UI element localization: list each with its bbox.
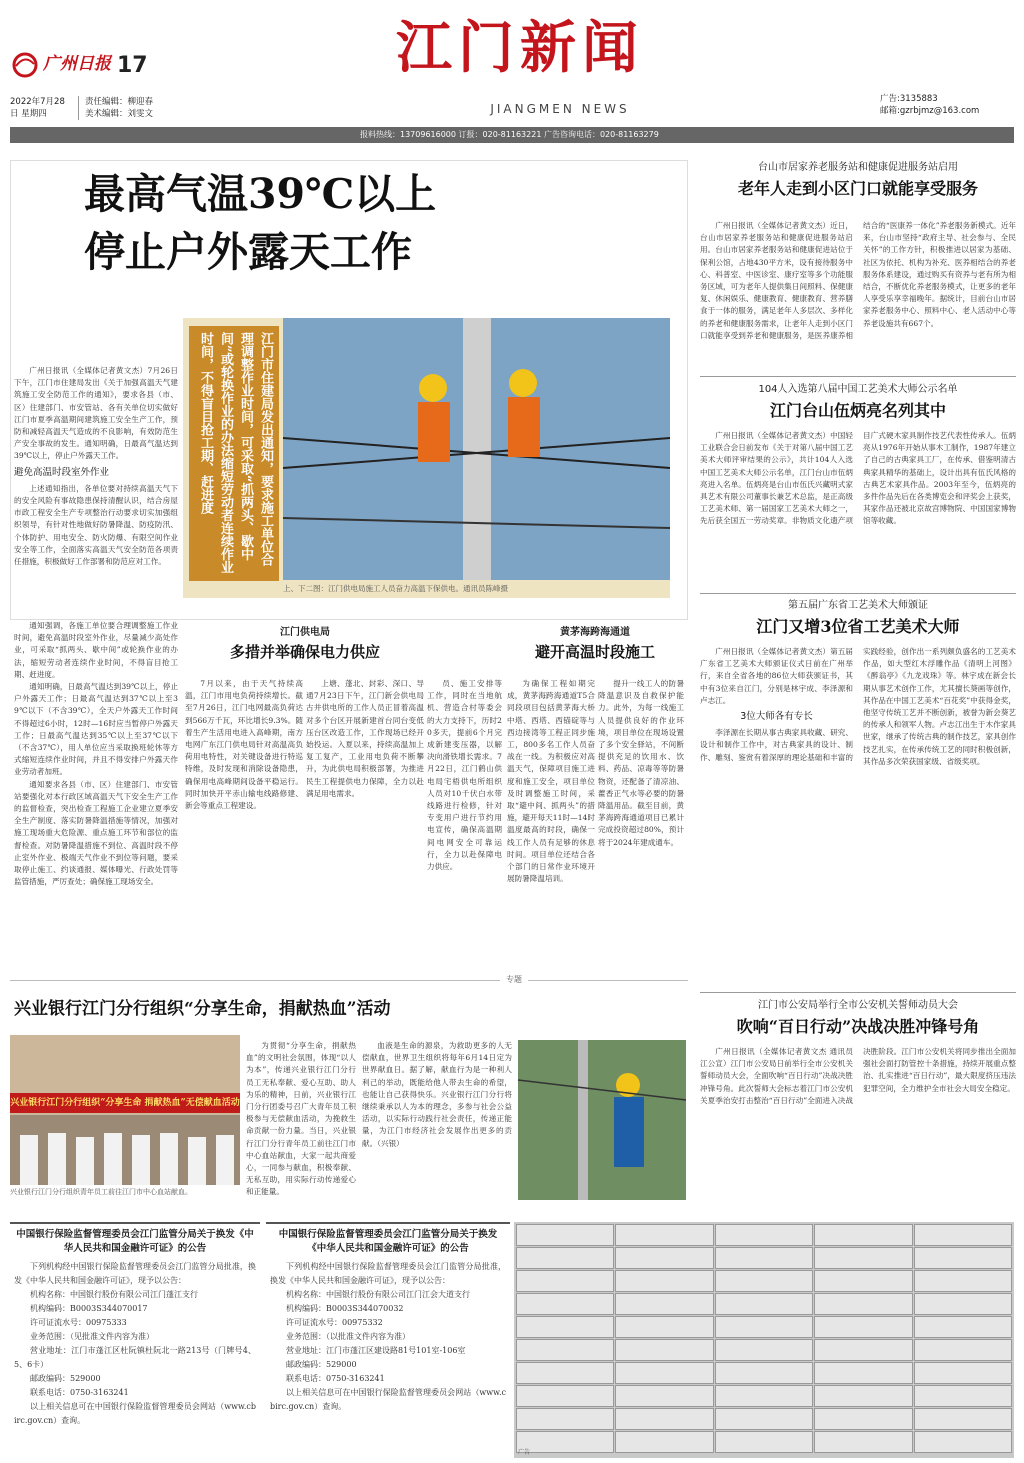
police-body bbox=[700, 1046, 1016, 1196]
special-text-2: 血液是生命的源泉，为救助更多的人无偿献血，世界卫生组织将每年6月14日定为世界献血日。据了解，献血行为是一种利人利己的举动，既能给他人带去生命的希望，也能让自己获得快乐。兴业银行江门分行将继续秉承以人为本的理念，多参与社会公益活动，以实际行动践行社会责任，传递正能量，为江门市经济社会发展作出更多的贡献。（兴银） bbox=[362, 1041, 512, 1148]
classified-ad-cell bbox=[516, 1339, 614, 1361]
elder-text: 广州日报讯（全媒体记者黄文杰）近日，台山市居家养老服务站和健康促进服务站启用。台山市居家养老服务站和健康促进站位于保利公馆，占地430平方米，设有接待服务中心、科普室、中医诊室、康疗室等多个功能服务区域，可为老年人提供集日间照料、保健康复、休闲娱乐、健康教育、健康教育、营养膳食于一体的服务，满足老年人多层次、多样化的养老和健康服务需求，让老年人走到小区门口就能享受到养老和健康服务，是医养康养相结合的“医康养一体化”养老服务新模式。近年来，台山市坚持“政府主导、社会参与、全民关怀”的工作方针，积极推进以居家为基础、社区为依托、机构为补充、医养相结合的养老服务体系建设，通过购买有资养与老有所为相结合，不断优化养老服务模式，让更多的老年人享受乐享幸福晚年。据统计，目前台山市居家养老服务中心、照料中心、老人活动中心等养老设施共有667个。 bbox=[700, 221, 1016, 340]
lineworker-photo bbox=[518, 1040, 686, 1200]
classified-ad-cell bbox=[715, 1224, 813, 1246]
classified-ad-cell bbox=[615, 1408, 713, 1430]
police-header bbox=[700, 998, 1016, 1041]
classified-ad-cell bbox=[814, 1316, 912, 1338]
classified-ad-cell bbox=[715, 1293, 813, 1315]
classified-ad-cell bbox=[715, 1270, 813, 1292]
ad-label: 广告 bbox=[518, 1449, 531, 1456]
contact-info bbox=[880, 93, 1020, 117]
photo-caption: 上、下二图：江门供电局施工人员奋力高温下保供电。通讯员陈峰摄 bbox=[283, 584, 508, 593]
classified-ad-cell bbox=[814, 1224, 912, 1246]
classified-ad-cell bbox=[615, 1270, 713, 1292]
power-col-2 bbox=[306, 678, 424, 960]
classified-ad-cell bbox=[516, 1270, 614, 1292]
classified-ad-cell bbox=[914, 1247, 1012, 1269]
classified-ad-cell bbox=[914, 1270, 1012, 1292]
classified-ad-cell bbox=[814, 1339, 912, 1361]
special-caption: 兴业银行江门分行组织青年员工前往江门市中心血站献血。 bbox=[10, 1187, 240, 1198]
email: 邮箱:gzrbjmz@163.com bbox=[880, 106, 980, 116]
highway-text-2: 提升一线工人的防暑降温意识及自救保护能力。此外，为每一线施工人员提供良好的作业环境，项目单位在现场设置了多个安全驿站，不间断提供充足的饮用水、饮料、药品、凉毒等等防暑物资，还配备了清凉油、藿香正气水等必要的防暑降温用品。截至目前，黄茅海跨海通道项目已累计完成投资超过80%，预计将于2024年建成通车。 bbox=[598, 679, 684, 847]
special-photo bbox=[10, 1035, 240, 1196]
classified-ad-cell bbox=[516, 1247, 614, 1269]
craft-text: 广州日报讯（全媒体记者黄文杰）中国轻工业联合会日前发布《关于对第八届中国工艺美术大师评审结果的公示》，共计104人入选中国工艺美术大师公示名单，江门台山市伍炳亮进入名单。伍炳亮是台山市伍氏兴藏明式家具艺术有限公司董事长兼艺术总监，是正高级工艺美术师、第一届国家工艺美术大师之一，先后获全国五一劳动奖章。非物质文化遗产项目广式硬木家具制作技艺代表性传承人。伍炳亮从1976年开始从事木工制作，1987年建立了自己的古典家具工厂，在传承、借鉴明清古典家具精华的基础上，设计出具有伍氏风格的古典艺术家具作品。2003年至今，伍炳亮的多件作品先后在各类博览会和评奖会上获奖，其家作品还被北京故宫博物院、中国国家博物馆等收藏。 bbox=[700, 431, 1016, 526]
lead-headline bbox=[84, 165, 674, 281]
classified-ad-cell bbox=[914, 1224, 1012, 1246]
classified-ad-cell bbox=[914, 1385, 1012, 1407]
police-kicker: 江门市公安局举行全市公安机关誓师动员大会 bbox=[758, 1000, 958, 1011]
guangdong-body bbox=[700, 646, 1016, 986]
guangdong-header bbox=[700, 598, 1016, 641]
page-number: 17 bbox=[117, 52, 148, 78]
special-title: 兴业银行江门分行组织“分享生命，捐献热血”活动 bbox=[14, 999, 391, 1019]
notice-1-code: 机构编码：B0003S344070017 bbox=[30, 1304, 148, 1313]
power-kicker: 江门供电局 bbox=[280, 627, 330, 638]
classified-ad-cell bbox=[715, 1408, 813, 1430]
classified-ad-cell bbox=[615, 1385, 713, 1407]
special-photo-2 bbox=[518, 1040, 686, 1200]
classified-ad-cell bbox=[914, 1339, 1012, 1361]
ad-phone: 广告:3135883 bbox=[880, 94, 938, 104]
power-header bbox=[185, 625, 425, 664]
lead-body-3: 通知明确，日最高气温达到39℃以上，停止户外露天工作；日最高气温达到37℃以上至39℃以下（不含39℃），全天户外露天工作时间不得超过6小时，12时—16时应当暂停户外露天工作；日最高气温达到35℃以上至37℃以下（不含37℃），用人单位应当采取换班轮休等方式缩短连续作业时间，并且不得安排户外露天作业劳动者加班。 bbox=[14, 682, 178, 777]
special-col-2 bbox=[362, 1040, 512, 1205]
classified-ad-cell bbox=[615, 1431, 713, 1453]
special-tag bbox=[10, 974, 688, 986]
electric-pole-photo bbox=[283, 318, 670, 580]
craft-title: 江门台山伍炳亮名列其中 bbox=[769, 401, 946, 420]
highway-kicker: 黄茅海跨海通道 bbox=[560, 627, 630, 638]
guangdong-title: 江门又增3位省工艺美术大师 bbox=[756, 617, 960, 636]
power-col-1 bbox=[185, 678, 303, 960]
classified-ad-cell bbox=[814, 1385, 912, 1407]
photo-overlay-text: 江门市住建局发出通知，要求施工单位合理调整作业时间，可采取“抓两头、歇中间”或轮换作业的办法缩短劳动者连续作业时间，不得盲目抢工期、赶进度 bbox=[189, 326, 279, 581]
classified-ad-cell bbox=[814, 1362, 912, 1384]
paper-name: 广州日报 bbox=[43, 54, 111, 75]
classified-ad-cell bbox=[814, 1293, 912, 1315]
classified-ad-cell bbox=[615, 1339, 713, 1361]
classified-ad-cell bbox=[715, 1316, 813, 1338]
banner: 兴业银行江门分行组织“分享生命 捐献热血”无偿献血活动 bbox=[10, 1093, 240, 1113]
classified-ad-cell bbox=[715, 1431, 813, 1453]
classified-ad-cell bbox=[615, 1224, 713, 1246]
special-tag-label: 专题 bbox=[506, 975, 522, 984]
notice-2-address: 营业地址：江门市蓬江区建设路81号101室-106室 bbox=[286, 1346, 466, 1355]
classified-ad-cell bbox=[814, 1408, 912, 1430]
power-text-2: 上塘、蓬北、封彩、深口、导通7月23日下午，江门新会供电局古井供电所的工作人员正冒着高温对多个台区开展新建首台同台变低压台区改造工作，工作现场已经开始投运。入夏以来，持续高温加上复工复产，工业用电负荷不断攀升，为此供电局积极部署，为推进民生工程提供电力保障，全力以赴满足用电需求。 bbox=[306, 679, 424, 798]
elder-body bbox=[700, 220, 1016, 370]
editor: 责任编辑：柳迎春 bbox=[85, 97, 154, 107]
classified-ad-cell bbox=[516, 1293, 614, 1315]
classified-ad-cell bbox=[516, 1316, 614, 1338]
section-subtitle: JIANGMEN NEWS bbox=[490, 102, 630, 116]
lead-body bbox=[14, 365, 178, 615]
classified-ad-cell bbox=[814, 1270, 912, 1292]
guangdong-subhead: 3位大师各有专长 bbox=[740, 711, 813, 723]
logo-swirl-icon bbox=[10, 52, 40, 78]
highway-title: 避开高温时段施工 bbox=[534, 643, 655, 661]
classified-ad-cell bbox=[516, 1362, 614, 1384]
highway-header bbox=[505, 625, 685, 664]
section-title: 江门新闻 bbox=[396, 15, 644, 81]
power-title: 多措并举确保电力供应 bbox=[229, 643, 380, 661]
lead-photo bbox=[183, 318, 670, 598]
elder-kicker: 台山市居家养老服务站和健康促进服务站启用 bbox=[758, 162, 958, 173]
lead-body-continued bbox=[14, 620, 178, 940]
craft-body bbox=[700, 430, 1016, 588]
craft-header bbox=[700, 382, 1016, 425]
classified-ad-cell bbox=[914, 1316, 1012, 1338]
notice-1-body: 下列机构经中国银行保险监督管理委员会江门监管分局批准，换发《中华人民共和国金融许可证》，现予以公告： bbox=[14, 1262, 256, 1285]
classified-ad-cell bbox=[715, 1339, 813, 1361]
notice-1-scope: 业务范围：（见批准文件内容为准） bbox=[30, 1332, 154, 1341]
power-col-3 bbox=[427, 678, 502, 960]
notice-2-body: 下列机构经中国银行保险监督管理委员会江门监管分局批准，换发《中华人民共和国金融许可证》，现予以公告： bbox=[270, 1262, 506, 1285]
notice-2-org: 机构名称：中国银行股份有限公司江门江会大道支行 bbox=[286, 1290, 470, 1299]
classified-ad-cell bbox=[715, 1247, 813, 1269]
special-text-1: 为贯彻“分享生命，捐献热血”的文明社会氛围，体现“以人为本”，传递兴业银行江门分行员工无私奉献、爱心互助、助人为乐的精神，日前，兴业银行江门分行团委号召广大青年员工积极参与无偿献血活动，为挽救生命贡献一份力量。当日，兴业银行江门分行青年员工前往江门市中心血站献血，大家一起共商爱心，一同参与献血，积极奉献、无私互助，用实际行动传递爱心和正能量。 bbox=[246, 1041, 356, 1197]
elder-header bbox=[700, 160, 1016, 203]
guangdong-text-2: 李泽源在长期从事古典家具收藏、研究、设计和制作工作中，对古典家具的设计、制作、雕刻、鉴赏有着深厚的理论基础和丰富的实践经验，创作出一系列颇负盛名的工艺美术作品，如大型红木浮雕作品《清明上河图》《醉翁亭》《九龙戏珠》等。林宇成在新会长期从事艺术创作工作，尤其擅长葵画等创作，其作品在中国工艺美术“百花奖”中获得金奖，他坚守传统工艺并不断创新，被誉为新会葵艺的传承人和领军人物。卢志江出生于木作家具世家，继承了传统古典的制作技艺，家具创作技艺扎实，在传承传统工艺的同时积极创新，其作品多次荣获国家级、省级奖项。 bbox=[700, 647, 1016, 766]
notice-1-title: 中国银行保险监督管理委员会江门监管分局关于换发《中华人民共和国金融许可证》的公告 bbox=[16, 1229, 254, 1254]
notice-1-license: 许可证流水号：00975333 bbox=[30, 1318, 127, 1327]
classified-ad-cell bbox=[516, 1385, 614, 1407]
newspaper-logo bbox=[10, 50, 180, 80]
notice-1-phone: 联系电话：0750-3163241 bbox=[30, 1388, 129, 1397]
highway-col-1 bbox=[507, 678, 595, 960]
special-col-1 bbox=[246, 1040, 356, 1205]
group-people-image bbox=[10, 1115, 240, 1185]
classified-ad-cell bbox=[914, 1431, 1012, 1453]
hotline-bar: 报料热线：13709616000 订报：020-81163221 广告咨询电话：020-81163279 bbox=[10, 127, 1014, 143]
elder-title: 老年人走到小区门口就能享受服务 bbox=[737, 179, 978, 198]
police-text: 广州日报讯（全媒体记者黄文杰 通讯员江公宣）江门市公安局日前举行全市公安机关誓师动员大会，全面吹响“百日行动”决战决胜冲锋号角。此次誓师大会标志着江门市公安机关夏季治安打击整治“百日行动”全面进入决战决胜阶段。江门市公安机关将同步推出全面加强社会面打防管控十条措施，持续开展重点整治、扎实推进“百日行动”，最大限度挤压违法犯罪空间，全力维护全市社会大局安全稳定。 bbox=[700, 1047, 1016, 1105]
headline-line-1: 最高气温39℃以上 bbox=[84, 170, 437, 218]
notice-2 bbox=[266, 1222, 510, 1460]
notice-2-zip: 邮政编码：529000 bbox=[286, 1360, 357, 1369]
notice-1 bbox=[10, 1222, 260, 1460]
lead-subhead-1: 避免高温时段室外作业 bbox=[14, 466, 110, 478]
classified-ad-cell bbox=[516, 1431, 614, 1453]
classified-ad-cell bbox=[715, 1362, 813, 1384]
notice-2-footer: 以上相关信息可在中国银行保险监督管理委员会网站（www.cbirc.gov.cn）查询。 bbox=[270, 1388, 506, 1411]
lead-body-4: 通知要求各县（市、区）住建部门、市安管站要强化对本行政区域高温天气下安全生产工作的监督检查，突出检查工程施工企业建立夏季安全生产制度、落实防暑降温措施等情况，加强对施工现场重大危险源、重点施工环节和部位的监督检查。对防暑降温措施不到位、高温时段不停止室外作业、极端天气作业不到位等问题，要采取停止施工、约谈通报、媒体曝光、行政处罚等监管措施，严厉查处；确保施工现场安全。 bbox=[14, 779, 178, 887]
classified-ad-cell bbox=[615, 1362, 713, 1384]
art-editor: 美术编辑：刘雯文 bbox=[85, 109, 154, 119]
classified-ad-cell bbox=[615, 1293, 713, 1315]
notice-2-code: 机构编码：B0003S344070032 bbox=[286, 1304, 404, 1313]
lead-body-1: 上述通知指出，各单位要对持续高温天气下的安全风险有事故隐患保持清醒认识，结合房屋市政工程安全生产专项整治行动要求切实加强组织领导，有针对性地做好防暑降温、防疫防汛、个体防护、用电安全、防火防爆、有限空间作业安全等工作，全面落实高温天气安全防范各项责任措施，积极做好工作部署和防范应对工作。 bbox=[14, 483, 178, 567]
power-text-1: 7月以来，由于天气持续高温，江门市用电负荷持续增长。截至7月26日，江门电网最高负荷达到566万千瓦，环比增长9.3%。随着生产生活用电进入高峰期，南方电网广东江门供电局针对高温高负荷用电特性，对关键设备进行特巡特维，及时发现和消除设备隐患，确保用电高峰期间设备平稳运行。同时加快开平赤山输电线路修建、新会等重点工程建设。 bbox=[185, 679, 303, 811]
classified-ad-cell bbox=[715, 1385, 813, 1407]
classified-ad-cell bbox=[615, 1316, 713, 1338]
issue-date: 2022年7月28日 星期四 bbox=[10, 97, 65, 119]
notice-1-footer: 以上相关信息可在中国银行保险监督管理委员会网站（www.cbirc.gov.cn）查询。 bbox=[14, 1402, 256, 1425]
notice-2-scope: 业务范围：（以批准文件内容为准） bbox=[286, 1332, 410, 1341]
notice-2-license: 许可证流水号：00975332 bbox=[286, 1318, 383, 1327]
notice-2-title: 中国银行保险监督管理委员会江门监管分局关于换发《中华人民共和国金融许可证》的公告 bbox=[278, 1229, 498, 1254]
lead-body-2: 通知强调，各施工单位要合理调整施工作业时间，避免高温时段室外作业，尽量减少高处作业，可采取“抓两头、歇中间”或轮换作业的办法，缩短劳动者连续作业时间，不得盲目抢工期、赶进度。 bbox=[14, 621, 178, 679]
classified-ad-cell bbox=[914, 1362, 1012, 1384]
classified-ad-cell bbox=[814, 1431, 912, 1453]
highway-col-2 bbox=[598, 678, 684, 960]
classified-ad-cell bbox=[914, 1408, 1012, 1430]
guangdong-text-1: 广州日报讯（全媒体记者黄文杰）第五届广东省工艺美术大师颁证仪式日前在广州举行，来自全省各地的86位大师获颁证书，其中有3位来自江门，分别是林宇成、李泽源和卢志江。 bbox=[700, 647, 853, 705]
classified-ad-cell bbox=[516, 1408, 614, 1430]
craft-kicker: 104人入选第八届中国工艺美术大师公示名单 bbox=[758, 384, 958, 395]
masthead-meta bbox=[10, 96, 300, 120]
highway-text-1: 为确保工程如期完成，黄茅海跨海通道T5合同段项目包括黄茅海大桥中塔、西塔、西锚碇等与西边接湾等工程正同步施工，800多名工作人员奋战在一线。为积极应对高温天气，保障项目施工进度和施工安全，项目单位及时调整施工时间，采取“避中间、抓两头”的措施，避开每天11时—14时温度最高的时段，确保一线工作人员有足够的休息时间。项目单位还结合各个部门的日常作业环境开展防暑降温培训。 bbox=[507, 679, 595, 884]
classified-ad-cell bbox=[914, 1293, 1012, 1315]
classified-ads bbox=[514, 1222, 1014, 1458]
headline-line-2: 停止户外露天工作 bbox=[84, 228, 412, 276]
notice-1-org: 机构名称：中国银行股份有限公司江门蓬江支行 bbox=[30, 1290, 198, 1299]
classified-ad-cell bbox=[615, 1247, 713, 1269]
guangdong-kicker: 第五届广东省工艺美术大师颁证 bbox=[788, 600, 928, 611]
power-text-3: 员、施工安排等工作，同时在当地航机、营造合村等委会的大力支持下，历时20多天，提前6个月完成新建变压器，以解决向滑铁增长需求。7月22日，江门鹤山供电局宅梧供电所组织人员对10千伏白水带线路进行检修，针对专变用户进行节约用电宣传，确保高温期间电网安全可靠运行，全力以赴保障电力供应。 bbox=[427, 679, 502, 872]
notice-2-phone: 联系电话：0750-3163241 bbox=[286, 1374, 385, 1383]
notice-1-address: 营业地址：江门市蓬江区杜阮镇杜阮北一路213号（门牌号4、5、6卡） bbox=[14, 1346, 256, 1369]
lead-intro: 广州日报讯（全媒体记者黄文杰）7月26日下午，江门市住建局发出《关于加强高温天气建筑施工安全防范工作的通知》，要求各县（市、区）住建部门、市安管站、各有关单位切实做好江门市夏季高温期间建筑施工安全生产工作，预防和减轻高温天气造成的不良影响，有效防范生产安全事故的发生。通知明确，日最高气温达到39℃以上，停止户外露天工作。 bbox=[14, 366, 178, 461]
classified-ad-cell bbox=[516, 1224, 614, 1246]
classified-ad-cell bbox=[814, 1247, 912, 1269]
notice-1-zip: 邮政编码：529000 bbox=[30, 1374, 101, 1383]
police-title: 吹响“百日行动”决战决胜冲锋号角 bbox=[736, 1017, 980, 1036]
